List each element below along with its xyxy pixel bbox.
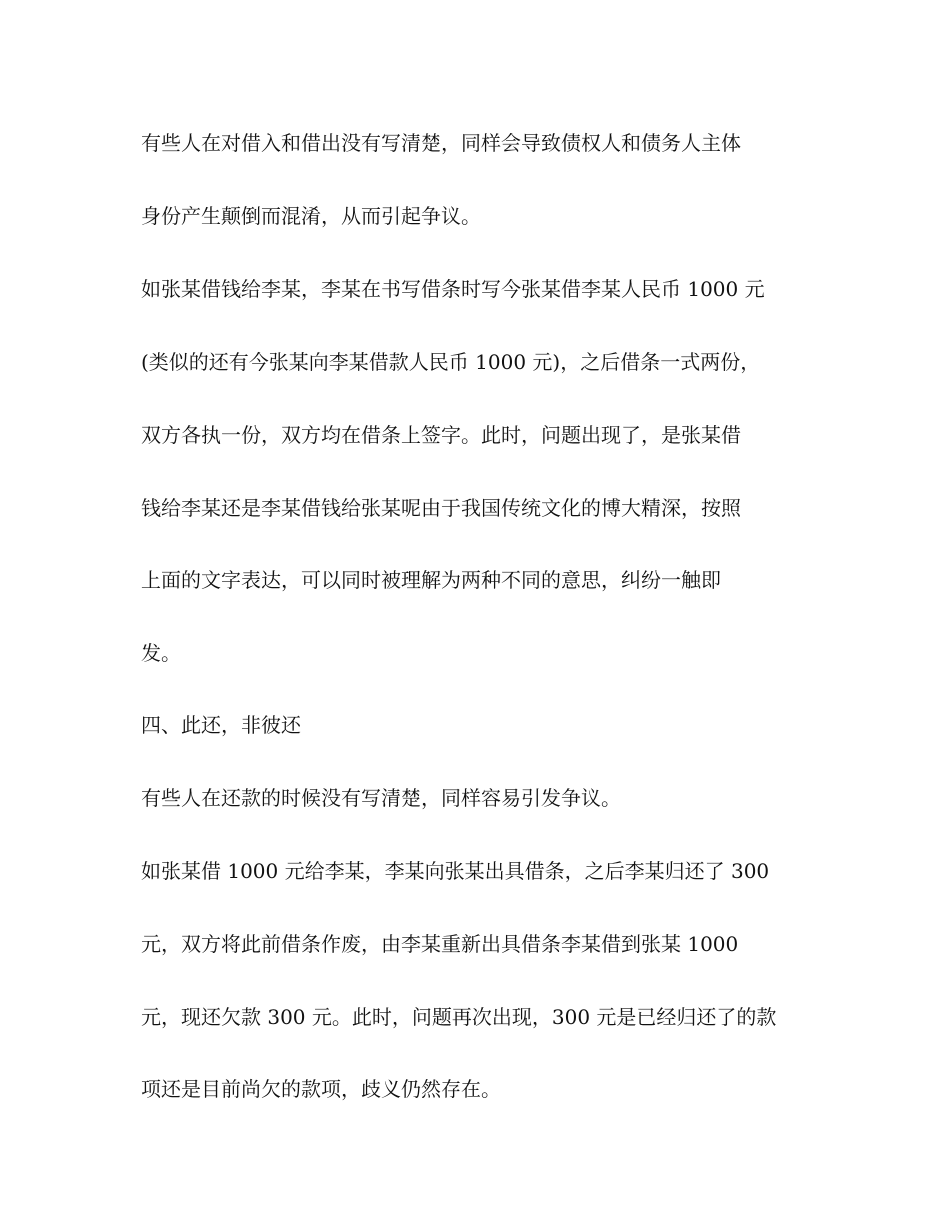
paragraph-line-2: 身份产生颠倒而混淆，从而引起争议。 [141,204,481,228]
paragraph-line-4: (类似的还有今张某向李某借款人民币 1000 元)，之后借条一式两份， [141,350,761,374]
section-heading: 四、此还，非彼还 [141,713,301,737]
paragraph-line-7: 上面的文字表达，可以同时被理解为两种不同的意思，纠纷一触即 [141,568,721,592]
paragraph-line-1: 有些人在对借入和借出没有写清楚，同样会导致债权人和债务人主体 [141,131,741,155]
paragraph-line-3: 如张某借钱给李某，李某在书写借条时写今张某借李某人民币 1000 元 [141,277,765,301]
paragraph-line-5: 双方各执一份，双方均在借条上签字。此时，问题出现了，是张某借 [141,423,741,447]
paragraph-line-8: 发。 [141,641,181,665]
paragraph-line-13: 元，现还欠款 300 元。此时，问题再次出现，300 元是已经归还了的款 [141,1005,777,1029]
paragraph-line-10: 有些人在还款的时候没有写清楚，同样容易引发争议。 [141,786,621,810]
paragraph-line-6: 钱给李某还是李某借钱给张某呢由于我国传统文化的博大精深，按照 [141,496,741,520]
paragraph-line-14: 项还是目前尚欠的款项，歧义仍然存在。 [141,1077,501,1101]
paragraph-line-11: 如张某借 1000 元给李某，李某向张某出具借条，之后李某归还了 300 [141,859,770,883]
paragraph-line-12: 元，双方将此前借条作废，由李某重新出具借条李某借到张某 1000 [141,932,739,956]
